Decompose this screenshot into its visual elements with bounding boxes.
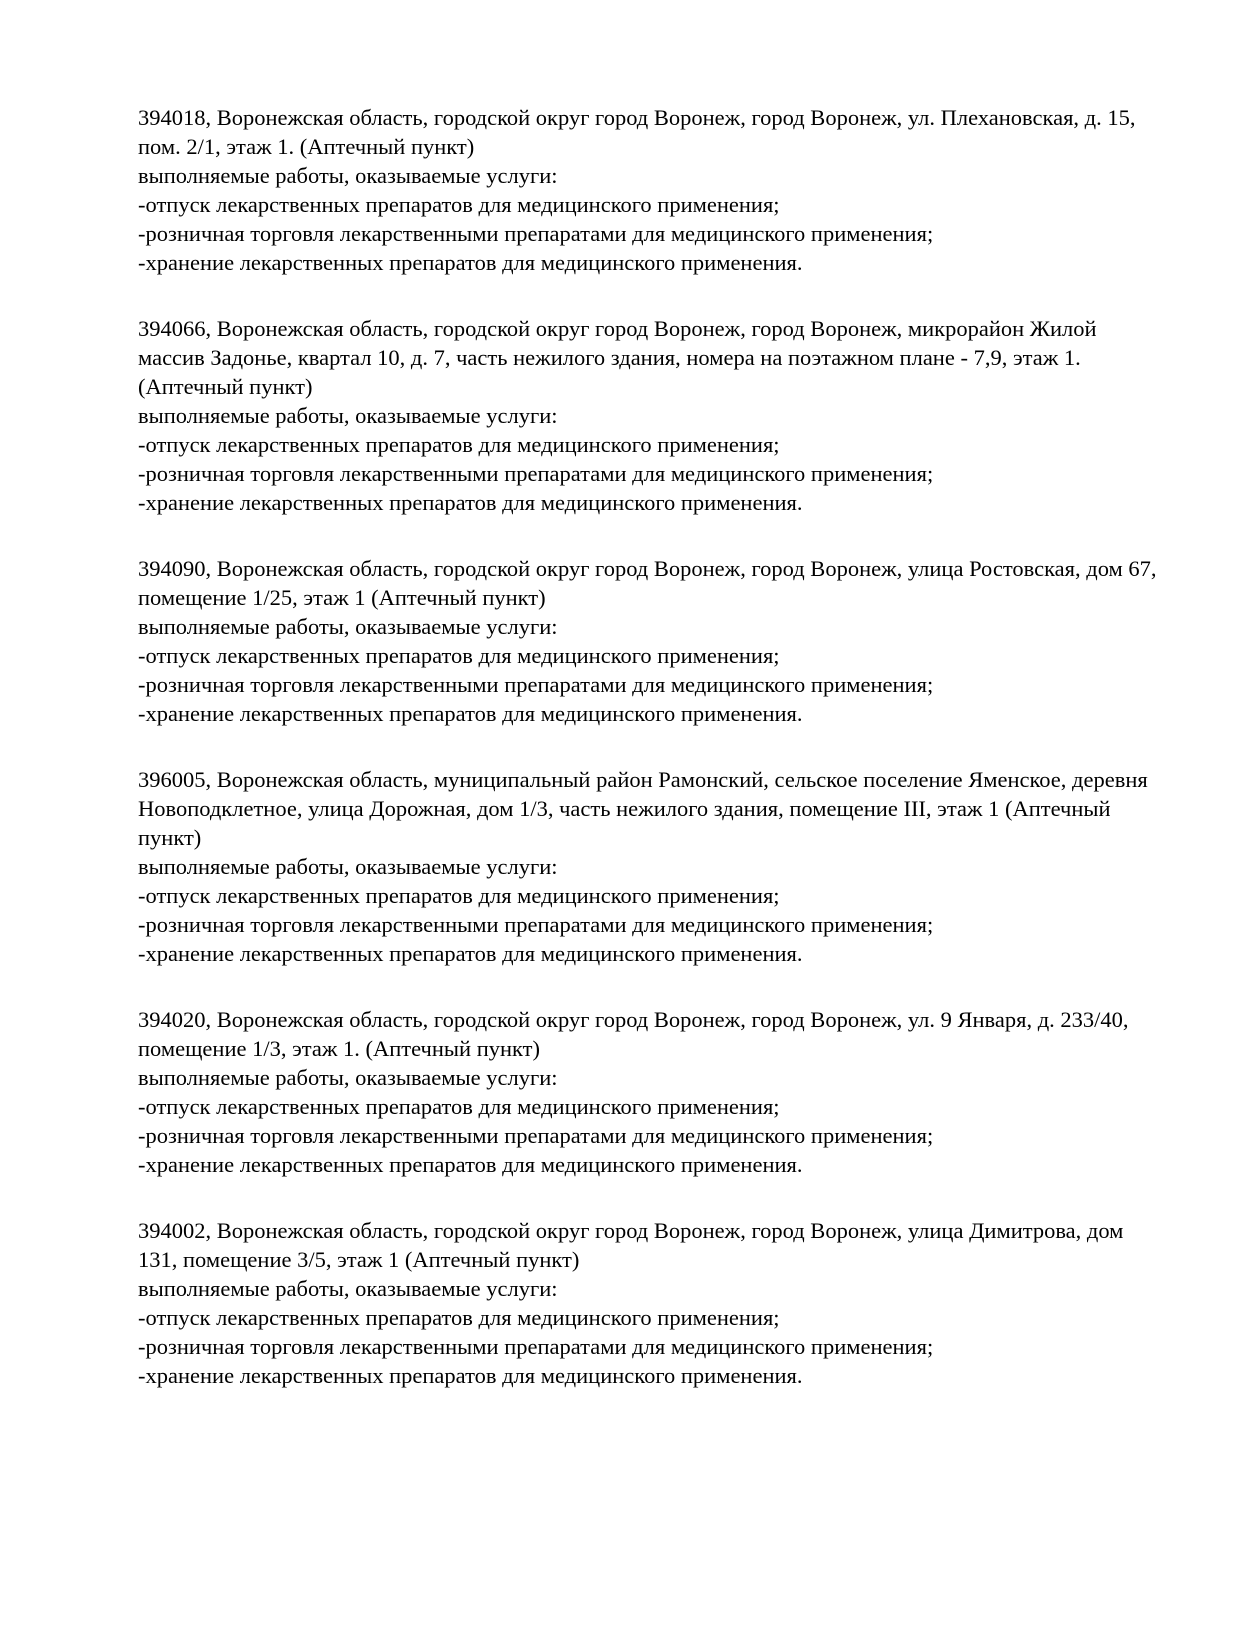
- services-header: выполняемые работы, оказываемые услуги:: [138, 163, 558, 188]
- service-line-retail: -розничная торговля лекарственными препаратами для медицинского применения;: [138, 1334, 934, 1359]
- service-line-storage: -хранение лекарственных препаратов для медицинского применения.: [138, 250, 803, 275]
- document-page: [138, 103, 1168, 1390]
- pharmacy-entry: [138, 314, 1168, 517]
- service-line-storage: -хранение лекарственных препаратов для медицинского применения.: [138, 941, 803, 966]
- entry-address: 394018, Воронежская область, городской округ город Воронеж, город Воронеж, ул. Плехановская, д. 15, пом. 2/1, этаж 1. (Аптечный пункт): [138, 105, 1136, 159]
- service-line-storage: -хранение лекарственных препаратов для медицинского применения.: [138, 490, 803, 515]
- pharmacy-entry: [138, 1005, 1168, 1179]
- service-line-retail: -розничная торговля лекарственными препаратами для медицинского применения;: [138, 461, 934, 486]
- service-line-storage: -хранение лекарственных препаратов для медицинского применения.: [138, 1363, 803, 1388]
- services-header: выполняемые работы, оказываемые услуги:: [138, 854, 558, 879]
- services-header: выполняемые работы, оказываемые услуги:: [138, 1276, 558, 1301]
- service-line-retail: -розничная торговля лекарственными препаратами для медицинского применения;: [138, 912, 934, 937]
- entry-address: 394066, Воронежская область, городской округ город Воронеж, город Воронеж, микрорайон Жилой массив Задонье, квартал 10, д. 7, часть нежилого здания, номера на поэтажном плане - 7,9, этаж 1. (Аптечный пункт): [138, 316, 1097, 399]
- service-line-dispensing: -отпуск лекарственных препаратов для медицинского применения;: [138, 643, 780, 668]
- services-header: выполняемые работы, оказываемые услуги:: [138, 1065, 558, 1090]
- entry-address: 394002, Воронежская область, городской округ город Воронеж, город Воронеж, улица Димитрова, дом 131, помещение 3/5, этаж 1 (Аптечный пункт): [138, 1218, 1124, 1272]
- pharmacy-entry: [138, 765, 1168, 968]
- entry-address: 396005, Воронежская область, муниципальный район Рамонский, сельское поселение Яменское, деревня Новоподклетное, улица Дорожная, дом 1/3, часть нежилого здания, помещение III, этаж 1 (Аптечный пункт): [138, 767, 1148, 850]
- service-line-dispensing: -отпуск лекарственных препаратов для медицинского применения;: [138, 192, 780, 217]
- entry-address: 394090, Воронежская область, городской округ город Воронеж, город Воронеж, улица Ростовская, дом 67, помещение 1/25, этаж 1 (Аптечный пункт): [138, 556, 1157, 610]
- pharmacy-entry: [138, 1216, 1168, 1390]
- pharmacy-entry: [138, 103, 1168, 277]
- service-line-retail: -розничная торговля лекарственными препаратами для медицинского применения;: [138, 221, 934, 246]
- service-line-dispensing: -отпуск лекарственных препаратов для медицинского применения;: [138, 883, 780, 908]
- service-line-dispensing: -отпуск лекарственных препаратов для медицинского применения;: [138, 432, 780, 457]
- service-line-dispensing: -отпуск лекарственных препаратов для медицинского применения;: [138, 1305, 780, 1330]
- entry-address: 394020, Воронежская область, городской округ город Воронеж, город Воронеж, ул. 9 Января, д. 233/40, помещение 1/3, этаж 1. (Аптечный пункт): [138, 1007, 1129, 1061]
- service-line-storage: -хранение лекарственных препаратов для медицинского применения.: [138, 701, 803, 726]
- pharmacy-entry: [138, 554, 1168, 728]
- service-line-storage: -хранение лекарственных препаратов для медицинского применения.: [138, 1152, 803, 1177]
- service-line-retail: -розничная торговля лекарственными препаратами для медицинского применения;: [138, 672, 934, 697]
- service-line-retail: -розничная торговля лекарственными препаратами для медицинского применения;: [138, 1123, 934, 1148]
- services-header: выполняемые работы, оказываемые услуги:: [138, 614, 558, 639]
- service-line-dispensing: -отпуск лекарственных препаратов для медицинского применения;: [138, 1094, 780, 1119]
- services-header: выполняемые работы, оказываемые услуги:: [138, 403, 558, 428]
